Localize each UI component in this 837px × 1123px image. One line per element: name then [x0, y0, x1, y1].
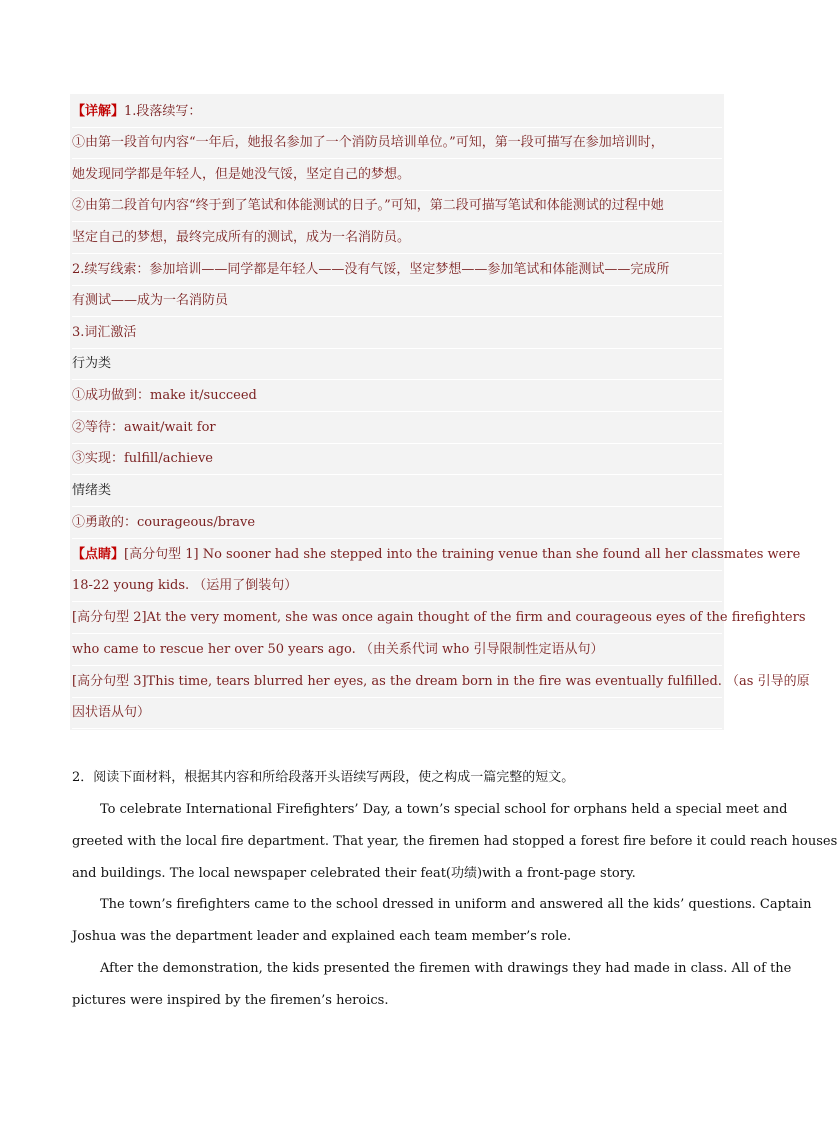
- passage-line: To celebrate International Firefighters’ Day, a town’s special school for orphans held a special meet and: [100, 802, 788, 817]
- answer-line: 2.续写线索：参加培训——同学都是年轻人——没有气馁，坚定梦想——参加笔试和体能测试——完成所: [72, 254, 722, 286]
- passage-line: After the demonstration, the kids presented the firemen with drawings they had made in class. All of the: [100, 961, 792, 976]
- answer-line: 情绪类: [72, 475, 722, 507]
- passage-line: pictures were inspired by the firemen’s heroics.: [72, 993, 389, 1008]
- answer-line: 3.词汇激活: [72, 317, 722, 349]
- answer-line: 她发现同学都是年轻人，但是她没气馁，坚定自己的梦想。: [72, 159, 722, 191]
- answer-line: ①由第一段首句内容“一年后，她报名参加了一个消防员培训单位。”可知，第一段可描写在参加培训时，: [72, 127, 722, 159]
- answer-line: ①勇敢的：courageous/brave: [72, 507, 722, 539]
- answer-line: [高分句型 2]At the very moment, she was once again thought of the firm and courageous eyes of the firefighters: [72, 602, 722, 634]
- detail-tag: 【详解】: [72, 104, 125, 119]
- answer-line: 坚定自己的梦想，最终完成所有的测试，成为一名消防员。: [72, 222, 722, 254]
- answer-line: ③实现：fulfill/achieve: [72, 443, 722, 475]
- answer-line: [高分句型 3]This time, tears blurred her eyes, as the dream born in the fire was eventually fulfilled. （as 引导的原: [72, 666, 722, 698]
- highlight-tag: 【点睛】: [72, 547, 125, 562]
- passage-line: greeted with the local fire department. That year, the firemen had stopped a forest fire before it could reach houses: [72, 834, 837, 849]
- answer-line: 【点睛】[高分句型 1] No sooner had she stepped into the training venue than she found all her classmates were: [72, 539, 722, 571]
- answer-line: ②由第二段首句内容“终于到了笔试和体能测试的日子。”可知，第二段可描写笔试和体能测试的过程中她: [72, 190, 722, 222]
- passage-line: and buildings. The local newspaper celebrated their feat(功绩)with a front-page story.: [72, 866, 636, 881]
- question-heading: 2．阅读下面材料，根据其内容和所给段落开头语续写两段，使之构成一篇完整的短文。: [72, 770, 575, 785]
- passage-line: Joshua was the department leader and explained each team member’s role.: [72, 929, 572, 944]
- answer-line: 18-22 young kids. （运用了倒装句）: [72, 570, 722, 602]
- passage-line: The town’s firefighters came to the school dressed in uniform and answered all the kids’ questions. Captain: [100, 897, 812, 912]
- answer-line: who came to rescue her over 50 years ago. （由关系代词 who 引导限制性定语从句）: [72, 634, 722, 666]
- answer-line: 因状语从句）: [72, 697, 722, 729]
- answer-line: ①成功做到：make it/succeed: [72, 380, 722, 412]
- answer-line: 【详解】1.段落续写：: [72, 96, 722, 128]
- answer-line: 行为类: [72, 348, 722, 380]
- answer-line: ②等待：await/wait for: [72, 412, 722, 444]
- answer-line: 有测试——成为一名消防员: [72, 285, 722, 317]
